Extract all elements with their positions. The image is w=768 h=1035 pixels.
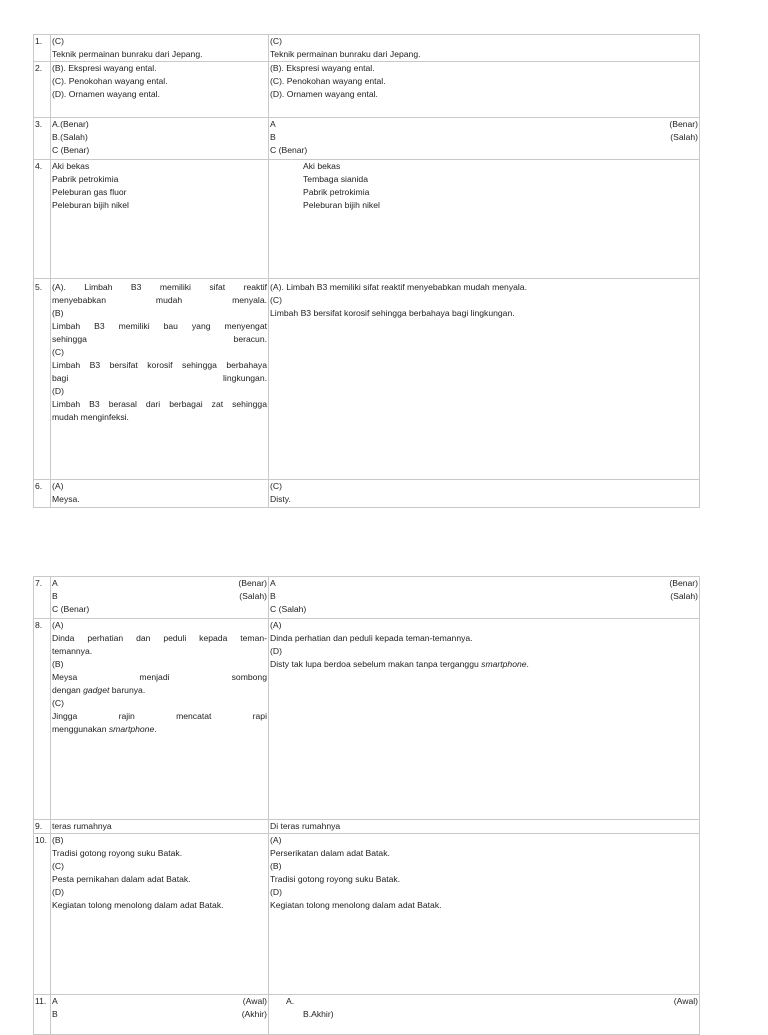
answer-cell-right: (A) Perserikatan dalam adat Batak. (B) Tradisi gotong royong suku Batak. (D) Kegiatan tolong menolong dalam adat Batak. (269, 834, 700, 995)
table-row (34, 279, 700, 480)
answer-cell-left: (A). Limbah B3 memiliki sifat reaktif menyebabkan mudah menyala. (B) Limbah B3 memiliki bau yang menyengat sehingga beracun. (C) Limbah B3 bersifat korosif sehingga berbahaya bagi lingkungan. (D) Limbah B3 berasal dari berbagai zat sehingga mudah menginfeksi. (51, 279, 269, 480)
answer-cell-right: (A) Dinda perhatian dan peduli kepada teman-temannya. (D) Disty tak lupa berdoa sebelum makan tanpa terganggu smartphone. (269, 619, 700, 820)
answer-table-2 (33, 576, 700, 1035)
row-number: 9. (34, 820, 51, 834)
answer-cell-right: (C) Disty. (269, 480, 700, 508)
table-row (34, 35, 700, 62)
answer-cell-right: A (Benar) B (Salah) C (Benar) (269, 118, 700, 160)
answer-cell-left: (A) Meysa. (51, 480, 269, 508)
table-row (34, 834, 700, 995)
answer-cell-left: teras rumahnya (51, 820, 269, 834)
row-number: 4. (34, 160, 51, 279)
answer-cell-left: A (Benar) B (Salah) C (Benar) (51, 577, 269, 619)
table-row (34, 820, 700, 834)
answer-cell-right: A (Benar) B (Salah) C (Salah) (269, 577, 700, 619)
answer-cell-left: A.(Benar) B.(Salah) C (Benar) (51, 118, 269, 160)
row-number: 5. (34, 279, 51, 480)
table-row (34, 619, 700, 820)
answer-table-1 (33, 34, 700, 508)
answer-cell-left: (A) Dinda perhatian dan peduli kepada teman- temannya. (B) Meysa menjadi sombong dengan gadget barunya. (C) Jingga rajin mencatat rapi menggunakan smartphone. (51, 619, 269, 820)
table-row (34, 480, 700, 508)
table-row (34, 118, 700, 160)
row-number: 7. (34, 577, 51, 619)
row-number: 8. (34, 619, 51, 820)
answer-cell-right: (B). Ekspresi wayang ental. (C). Penokohan wayang ental. (D). Ornamen wayang ental. (269, 62, 700, 118)
answer-cell-right: Di teras rumahnya (269, 820, 700, 834)
answer-cell-left: A (Awal) B (Akhir) (51, 995, 269, 1035)
table-row (34, 160, 700, 279)
row-number: 10. (34, 834, 51, 995)
row-number: 11. (34, 995, 51, 1035)
answer-cell-left: (C) Teknik permainan bunraku dari Jepang. (51, 35, 269, 62)
row-number: 2. (34, 62, 51, 118)
row-number: 6. (34, 480, 51, 508)
table-row (34, 995, 700, 1035)
table-row (34, 62, 700, 118)
answer-cell-left: (B) Tradisi gotong royong suku Batak. (C) Pesta pernikahan dalam adat Batak. (D) Kegiatan tolong menolong dalam adat Batak. (51, 834, 269, 995)
answer-cell-right: (C) Teknik permainan bunraku dari Jepang. (269, 35, 700, 62)
answer-cell-right: Aki bekas Tembaga sianida Pabrik petrokimia Peleburan bijih nikel (269, 160, 700, 279)
answer-cell-left: (B). Ekspresi wayang ental. (C). Penokohan wayang ental. (D). Ornamen wayang ental. (51, 62, 269, 118)
answer-cell-right: A. (Awal) B.Akhir) (269, 995, 700, 1035)
table-row (34, 577, 700, 619)
row-number: 3. (34, 118, 51, 160)
answer-cell-right: (A). Limbah B3 memiliki sifat reaktif menyebabkan mudah menyala. (C) Limbah B3 bersifat korosif sehingga berbahaya bagi lingkungan. (269, 279, 700, 480)
answer-cell-left: Aki bekas Pabrik petrokimia Peleburan gas fluor Peleburan bijih nikel (51, 160, 269, 279)
row-number: 1. (34, 35, 51, 62)
